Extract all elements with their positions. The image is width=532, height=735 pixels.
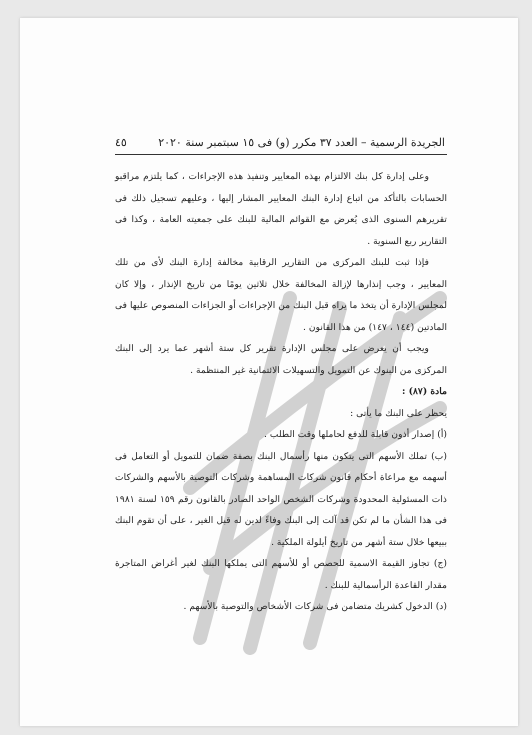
article-intro: يحظر على البنك ما يأتى : bbox=[350, 407, 447, 419]
list-item: (أ) إصدار أذون قابلة للدفع لحاملها وقت الطلب . bbox=[264, 429, 447, 440]
document-body bbox=[115, 166, 447, 618]
paragraph: ويجب أن يعرض على مجلس الإدارة تقرير كل ستة أشهر عما يرد إلى البنك المركزى من البنوك عن التمويل والتسهيلات الائتمانية غير المنتظمة . bbox=[115, 343, 447, 376]
list-item: (د) الدخول كشريك متضامن فى شركات الأشخاص والتوصية بالأسهم . bbox=[183, 601, 447, 612]
list-item: (ج) تجاوز القيمة الاسمية للحصص أو للأسهم التى يملكها البنك لغير أغراض المتاجرة مقدار القاعدة الرأسمالية للبنك . bbox=[115, 558, 447, 591]
gazette-header bbox=[115, 136, 445, 149]
header-title: الجريدة الرسمية – العدد ٣٧ مكرر (و) فى ١٥ سبتمبر سنة ٢٠٢٠ bbox=[158, 136, 445, 149]
header-divider bbox=[115, 154, 447, 155]
article-title: مادة (٨٧) : bbox=[402, 386, 447, 397]
page-number: ٤٥ bbox=[115, 136, 127, 149]
list-item: (ب) تملك الأسهم التى يتكون منها رأسمال البنك بصفة ضمان للتمويل أو التعامل فى أسهمه مع مراعاة أحكام قانون شركات المساهمة وشركات التوصية بالأسهم والشركات ذات المسئولية المحدودة وشركات الشخص الواحد الصادر بالقانون رقم ١٥٩ لسنة ١٩٨١ فى هذا الشأن ما لم تكن قد آلت إلى البنك وفاءً لدين له قبل الغير ، على أن تقوم البنك ببيعها خلال ستة أشهر من تاريخ أيلولة الملكية . bbox=[115, 450, 447, 548]
paragraph: وعلى إدارة كل بنك الالتزام بهذه المعايير وتنفيذ هذه الإجراءات ، كما يلتزم مراقبو الحسابات بالتأكد من اتباع إدارة البنك المعايير المشار إليها ، وعليهم تسجيل ذلك فى تقريرهم السنوى الذى يُعرض مع القوائم المالية للبنك على جمعيته العامة ، وكذا فى التقارير ربع السنوية . bbox=[115, 171, 447, 247]
paragraph: فإذا ثبت للبنك المركزى من التقارير الرقابية مخالفة إدارة البنك لأى من تلك المعايير ، وجب إنذارها لإزالة المخالفة خلال ثلاثين يومًا من تاريخ الإنذار ، وإلا كان لمجلس الإدارة أن يتخذ ما يراه قبل البنك من الإجراءات أو الجزاءات المنصوص عليها فى المادتين (١٤٤ ، ١٤٧) من هذا القانون . bbox=[115, 257, 447, 333]
document-page bbox=[20, 18, 518, 726]
